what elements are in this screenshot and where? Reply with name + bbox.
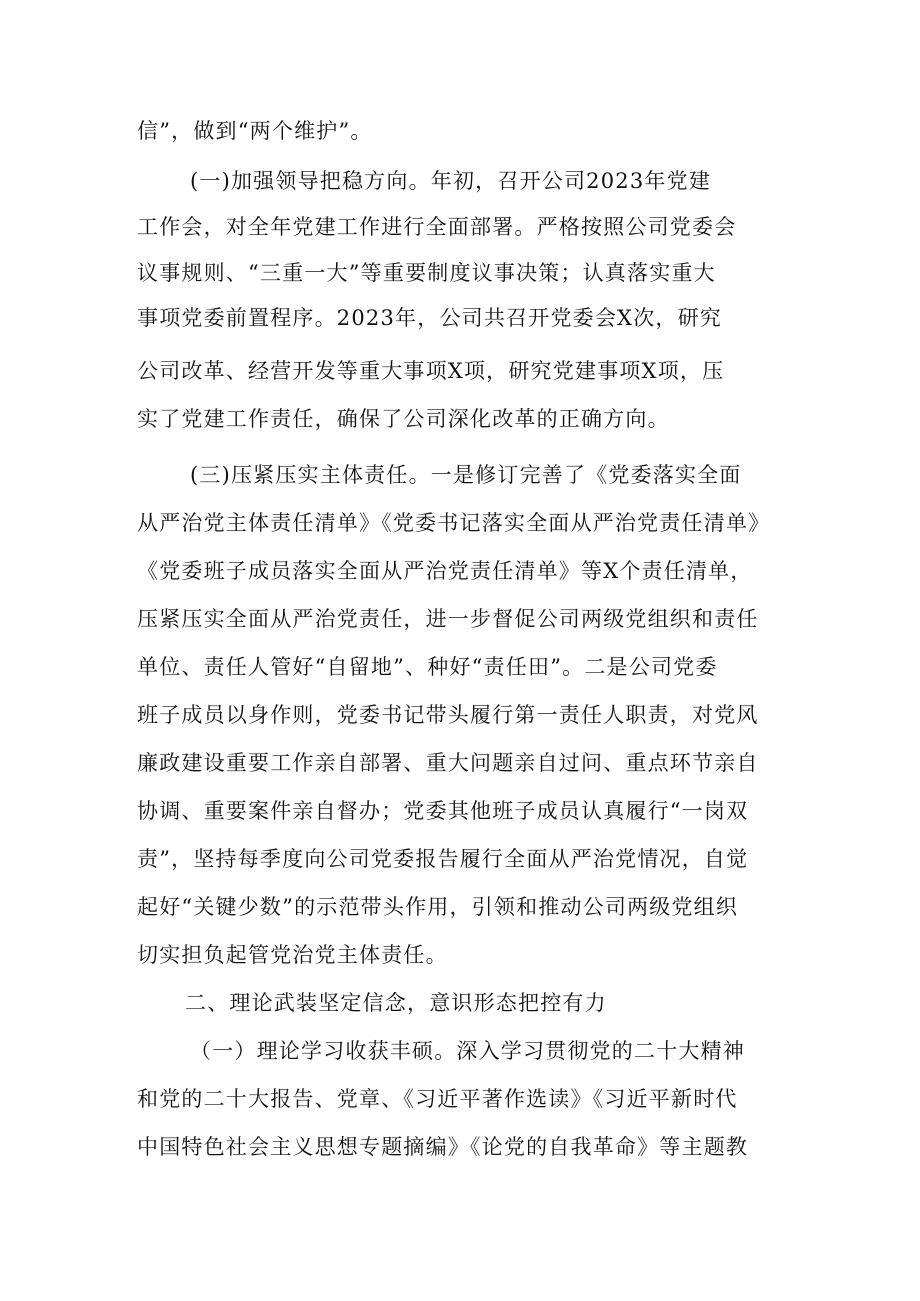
text-line: 实了党建工作责任，确保了公司深化改革的正确方向。	[137, 407, 670, 431]
text-line: 起好“关键少数”的示范带头作用，引领和推动公司两级党组织	[137, 895, 739, 919]
text-line: 单位、责任人管好“自留地”、种好“责任田”。二是公司党委	[137, 655, 718, 679]
text-line: 中国特色社会主义思想专题摘编》《论党的自我革命》等主题教	[137, 1135, 749, 1159]
text-line: 公司改革、经营开发等重大事项X项，研究党建事项X项，压	[137, 359, 725, 383]
paragraph-heading-line: (一)加强领导把稳方向。年初，召开公司2023年党建	[190, 169, 712, 193]
paragraph-heading-line: (三)压紧压实主体责任。一是修订完善了《党委落实全面	[190, 463, 742, 487]
text-line: 议事规则、“三重一大”等重要制度议事决策；认真落实重大	[137, 261, 716, 285]
text-line: 压紧压实全面从严治党责任，进一步督促公司两级党组织和责任	[137, 607, 759, 631]
text-line: 工作会，对全年党建工作进行全面部署。严格按照公司党委会	[137, 215, 737, 239]
text-line: 班子成员以身作则，党委书记带头履行第一责任人职责，对党风	[137, 703, 759, 727]
text-line: 切实担负起管党治党主体责任。	[137, 943, 448, 967]
text-line: 《党委班子成员落实全面从严治党责任清单》等X个责任清单，	[137, 559, 753, 583]
text-line: 责”，坚持每季度向公司党委报告履行全面从严治党情况，自觉	[137, 847, 749, 871]
section-heading: 二、理论武装坚定信念，意识形态把控有力	[185, 991, 607, 1015]
text-line: 廉政建设重要工作亲自部署、重大问题亲自过问、重点环节亲自	[137, 751, 759, 775]
text-line: 和党的二十大报告、党章、《习近平著作选读》《习近平新时代	[137, 1087, 738, 1111]
paragraph-heading-line: （一）理论学习收获丰硕。深入学习贯彻党的二十大精神	[190, 1039, 745, 1063]
text-line: 事项党委前置程序。2023年，公司共召开党委会X次，研究	[137, 306, 722, 330]
text-line: 协调、重要案件亲自督办；党委其他班子成员认真履行“一岗双	[137, 799, 749, 823]
text-line: 从严治党主体责任清单》《党委书记落实全面从严治党责任清单》	[137, 511, 771, 535]
text-line: 信”，做到“两个维护”。	[137, 119, 373, 143]
